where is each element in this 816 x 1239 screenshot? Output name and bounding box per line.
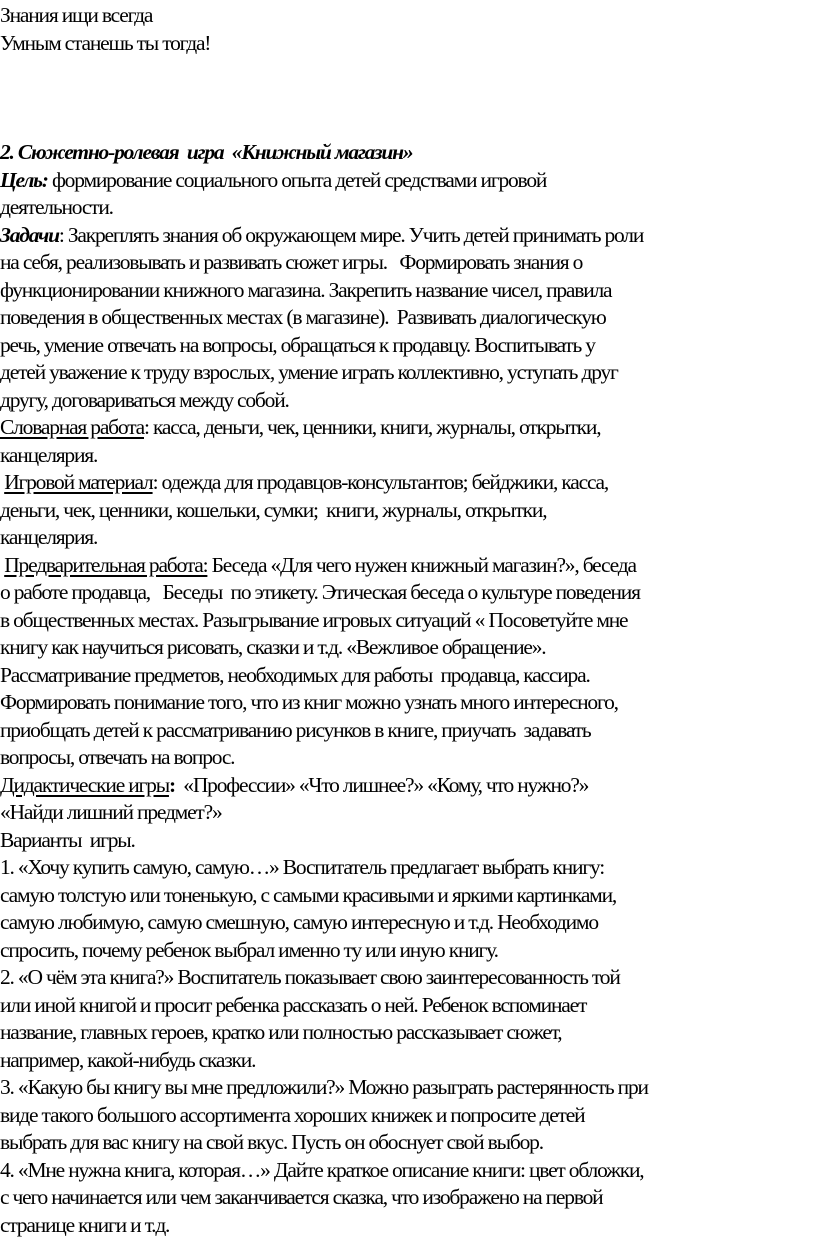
variant-2-line-2: или иной книгой и просит ребенка рассказать о ней. Ребенок вспоминает: [0, 992, 816, 1020]
spacer: [0, 57, 816, 139]
material-text: : одежда для продавцов-консультантов; бейджики, касса,: [153, 470, 608, 494]
material-label: Игровой материал: [4, 470, 152, 494]
tasks-line-3: функционировании книжного магазина. Закрепить название чисел, правила: [0, 277, 816, 305]
tasks-label: Задачи: [0, 223, 59, 247]
document-page: [0, 2, 816, 1239]
variant-1-line-3: самую любимую, самую смешную, самую интересную и т.д. Необходимо: [0, 909, 816, 937]
vocab-text: : касса, деньги, чек, ценники, книги, журналы, открытки,: [144, 415, 600, 439]
variant-2-line-4: например, какой-нибудь сказки.: [0, 1047, 816, 1075]
material-line-1: [0, 469, 816, 497]
variant-1-line-1: 1. «Хочу купить самую, самую…» Воспитатель предлагает выбрать книгу:: [0, 854, 816, 882]
variant-3-line-2: виде такого большого ассортимента хороших книжек и попросите детей: [0, 1102, 816, 1130]
variant-4-line-2: с чего начинается или чем заканчивается сказка, что изображено на первой: [0, 1184, 816, 1212]
variant-4-line-3: странице книги и т.д.: [0, 1212, 816, 1239]
poem-line-2: Умным станешь ты тогда!: [0, 30, 816, 58]
goal-label: Цель:: [0, 168, 48, 192]
tasks-line-6: детей уважение к труду взрослых, умение играть коллективно, уступать друг: [0, 359, 816, 387]
didactic-label: Дидактические игры: [0, 773, 169, 797]
prep-line-8: вопросы, отвечать на вопрос.: [0, 744, 816, 772]
material-line-3: канцелярия.: [0, 524, 816, 552]
tasks-line-7: другу, договариваться между собой.: [0, 387, 816, 415]
prep-line-1: [0, 552, 816, 580]
variant-2-line-3: название, главных героев, кратко или полностью рассказывает сюжет,: [0, 1019, 816, 1047]
prep-line-6: Формировать понимание того, что из книг можно узнать много интересного,: [0, 689, 816, 717]
goal-line-2: деятельности.: [0, 194, 816, 222]
poem-line-1: Знания ищи всегда: [0, 2, 816, 30]
prep-line-5: Рассматривание предметов, необходимых для работы продавца, кассира.: [0, 662, 816, 690]
variant-1-line-4: спросить, почему ребенок выбрал именно ту или иную книгу.: [0, 937, 816, 965]
didactic-colon: :: [169, 773, 175, 797]
tasks-line-2: на себя, реализовывать и развивать сюжет игры. Формировать знания о: [0, 249, 816, 277]
goal-text: формирование социального опыта детей средствами игровой: [48, 168, 546, 192]
tasks-line-5: речь, умение отвечать на вопросы, обращаться к продавцу. Воспитывать у: [0, 332, 816, 360]
didactic-line-2: «Найди лишний предмет?»: [0, 799, 816, 827]
prep-line-2: о работе продавца, Беседы по этикету. Этическая беседа о культуре поведения: [0, 579, 816, 607]
vocab-label: Словарная работа: [0, 415, 144, 439]
variant-3-line-1: 3. «Какую бы книгу вы мне предложили?» Можно разыграть растерянность при: [0, 1074, 816, 1102]
variant-2-line-1: 2. «О чём эта книга?» Воспитатель показывает свою заинтересованность той: [0, 964, 816, 992]
vocab-line-1: [0, 414, 816, 442]
tasks-line-4: поведения в общественных местах (в магазине). Развивать диалогическую: [0, 304, 816, 332]
prep-line-7: приобщать детей к рассматриванию рисунков в книге, приучать задавать: [0, 717, 816, 745]
variant-1-line-2: самую толстую или тоненькую, с самыми красивыми и яркими картинками,: [0, 882, 816, 910]
goal-line-1: [0, 167, 816, 195]
variant-4-line-1: 4. «Мне нужна книга, которая…» Дайте краткое описание книги: цвет обложки,: [0, 1157, 816, 1185]
material-line-2: деньги, чек, ценники, кошельки, сумки; книги, журналы, открытки,: [0, 497, 816, 525]
tasks-line-1: [0, 222, 816, 250]
prep-text: Беседа «Для чего нужен книжный магазин?», беседа: [207, 553, 635, 577]
vocab-line-2: канцелярия.: [0, 442, 816, 470]
variant-3-line-3: выбрать для вас книгу на свой вкус. Пусть он обоснует свой выбор.: [0, 1129, 816, 1157]
variants-heading: Варианты игры.: [0, 827, 816, 855]
section-title: 2. Сюжетно-ролевая игра «Книжный магазин»: [0, 139, 816, 167]
prep-line-3: в общественных местах. Разыгрывание игровых ситуаций « Посоветуйте мне: [0, 607, 816, 635]
prep-line-4: книгу как научиться рисовать, сказки и т.д. «Вежливое обращение».: [0, 634, 816, 662]
didactic-text: «Профессии» «Что лишнее?» «Кому, что нужно?»: [175, 773, 588, 797]
didactic-line-1: [0, 772, 816, 800]
prep-label: Предварительная работа:: [4, 553, 207, 577]
tasks-text: : Закреплять знания об окружающем мире. Учить детей принимать роли: [59, 223, 643, 247]
